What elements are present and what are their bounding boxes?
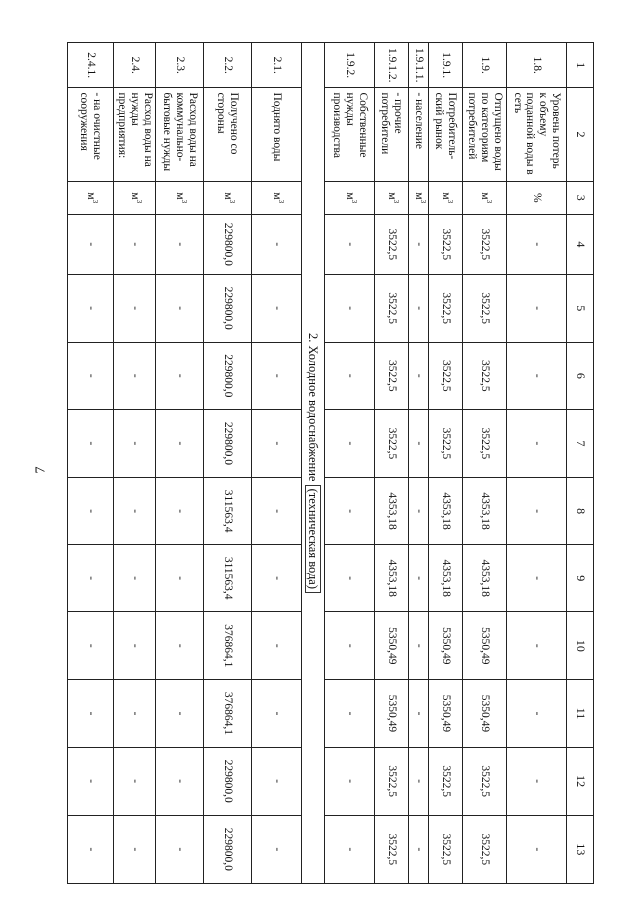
value-cell: -	[156, 747, 204, 815]
value-cell: -	[325, 747, 375, 815]
value-cell: -	[156, 409, 204, 477]
row-name: Поднято воды	[252, 88, 302, 181]
value-cell: -	[68, 680, 114, 747]
value-cell: 3522,5	[429, 274, 463, 342]
value-cell: -	[68, 815, 114, 883]
value-cell: 376864,1	[204, 612, 252, 680]
row-index: 1.9.	[463, 43, 507, 88]
value-cell: -	[325, 478, 375, 545]
value-cell: 3522,5	[375, 274, 409, 342]
value-cell: 229800,0	[204, 409, 252, 477]
row-index: 2.1.	[252, 43, 302, 88]
row-index: 1.8.	[507, 43, 567, 88]
header-cell: 4	[567, 215, 594, 275]
value-cell: -	[325, 612, 375, 680]
value-cell: 3522,5	[429, 342, 463, 409]
unit-cell	[252, 181, 302, 215]
value-cell: 5350,49	[375, 612, 409, 680]
value-cell: -	[114, 747, 156, 815]
header-cell: 11	[567, 680, 594, 747]
value-cell: 4353,18	[429, 545, 463, 612]
value-cell: -	[114, 815, 156, 883]
header-cell: 5	[567, 274, 594, 342]
unit-text: м	[412, 192, 425, 200]
row-name: Расход воды на нужды предприятия:	[114, 88, 156, 181]
value-cell: 3522,5	[463, 409, 507, 477]
value-cell: 229800,0	[204, 747, 252, 815]
value-cell: 4353,18	[375, 545, 409, 612]
unit-cell	[375, 181, 409, 215]
value-cell: -	[325, 545, 375, 612]
value-cell: -	[68, 215, 114, 275]
value-cell: -	[507, 409, 567, 477]
value-cell: 229800,0	[204, 274, 252, 342]
unit-text: м	[173, 192, 186, 200]
unit-cell	[156, 181, 204, 215]
value-cell: -	[325, 215, 375, 275]
unit-superscript: 3	[349, 199, 358, 204]
value-cell: -	[409, 409, 429, 477]
value-cell: -	[409, 747, 429, 815]
unit-cell	[325, 181, 375, 215]
header-cell: 10	[567, 612, 594, 680]
value-cell: -	[252, 747, 302, 815]
value-cell: -	[156, 478, 204, 545]
header-cell: 1	[567, 43, 594, 88]
row-name: Уровень потерь к объему поданной воды в сеть	[507, 88, 567, 181]
table-row	[409, 43, 429, 884]
section-number: 2.	[306, 332, 320, 343]
row-name: - население	[409, 88, 429, 181]
value-cell: -	[409, 545, 429, 612]
value-cell: 3522,5	[463, 747, 507, 815]
unit-cell	[114, 181, 156, 215]
value-cell: -	[325, 815, 375, 883]
value-cell: 5350,49	[463, 612, 507, 680]
value-cell: -	[156, 545, 204, 612]
value-cell: -	[409, 478, 429, 545]
water-balance-table	[67, 42, 594, 884]
row-index: 2.3.	[156, 43, 204, 88]
value-cell: 5350,49	[375, 680, 409, 747]
unit-superscript: 3	[391, 199, 400, 204]
row-index: 1.9.2.	[325, 43, 375, 88]
header-cell: 13	[567, 815, 594, 883]
value-cell: -	[252, 545, 302, 612]
row-name: Потребитель- ский рынок	[429, 88, 463, 181]
value-cell: -	[507, 274, 567, 342]
row-name: Отпущено воды по категориям потребителей	[463, 88, 507, 181]
value-cell: 3522,5	[375, 747, 409, 815]
header-cell: 3	[567, 181, 594, 215]
unit-superscript: 3	[90, 199, 99, 204]
row-name: - прочие потребители	[375, 88, 409, 181]
value-cell: 3522,5	[429, 409, 463, 477]
value-cell: -	[114, 274, 156, 342]
value-cell: -	[114, 478, 156, 545]
value-cell: 3522,5	[463, 274, 507, 342]
section-row	[302, 43, 325, 884]
unit-superscript: 3	[134, 199, 143, 204]
value-cell: -	[409, 612, 429, 680]
value-cell: -	[156, 612, 204, 680]
value-cell: -	[252, 815, 302, 883]
table-row	[114, 43, 156, 884]
unit-superscript: 3	[418, 199, 427, 204]
value-cell: -	[156, 342, 204, 409]
value-cell: -	[252, 478, 302, 545]
row-index: 2.4.	[114, 43, 156, 88]
value-cell: -	[325, 342, 375, 409]
value-cell: 376864,1	[204, 680, 252, 747]
value-cell: -	[156, 815, 204, 883]
row-index: 2.4.1.	[68, 43, 114, 88]
table-row	[156, 43, 204, 884]
value-cell: -	[325, 409, 375, 477]
value-cell: 3522,5	[375, 815, 409, 883]
row-name: - на очистные сооружения	[68, 88, 114, 181]
section-title: Холодное водоснабжение	[306, 345, 320, 482]
value-cell: -	[409, 815, 429, 883]
unit-text: м	[385, 192, 398, 200]
table-row	[463, 43, 507, 884]
value-cell: -	[409, 342, 429, 409]
value-cell: 3522,5	[375, 342, 409, 409]
value-cell: -	[68, 747, 114, 815]
value-cell: -	[114, 342, 156, 409]
value-cell: -	[68, 342, 114, 409]
value-cell: -	[68, 409, 114, 477]
value-cell: 229800,0	[204, 342, 252, 409]
value-cell: -	[156, 274, 204, 342]
header-cell: 2	[567, 88, 594, 181]
value-cell: -	[114, 545, 156, 612]
value-cell: 3522,5	[429, 215, 463, 275]
unit-text: м	[270, 192, 283, 200]
value-cell: 5350,49	[463, 680, 507, 747]
value-cell: -	[68, 612, 114, 680]
unit-cell	[507, 181, 567, 215]
value-cell: -	[156, 680, 204, 747]
unit-superscript: 3	[276, 199, 285, 204]
rotated-table-container	[78, 42, 594, 884]
unit-cell	[68, 181, 114, 215]
value-cell: 311563,4	[204, 545, 252, 612]
value-cell: -	[507, 747, 567, 815]
value-cell: 3522,5	[429, 815, 463, 883]
unit-superscript: 3	[445, 199, 454, 204]
value-cell: -	[252, 409, 302, 477]
value-cell: -	[325, 274, 375, 342]
unit-superscript: 3	[484, 199, 493, 204]
value-cell: -	[409, 274, 429, 342]
unit-cell	[409, 181, 429, 215]
value-cell: -	[507, 342, 567, 409]
row-index: 1.9.1.	[429, 43, 463, 88]
value-cell: -	[507, 478, 567, 545]
section-heading	[302, 43, 325, 884]
value-cell: -	[507, 215, 567, 275]
section-title-boxed: (техническая вода)	[305, 485, 321, 593]
row-index: 1.9.1.2.	[375, 43, 409, 88]
value-cell: -	[507, 612, 567, 680]
value-cell: -	[325, 680, 375, 747]
value-cell: 3522,5	[463, 342, 507, 409]
header-cell: 8	[567, 478, 594, 545]
value-cell: 3522,5	[463, 815, 507, 883]
value-cell: 3522,5	[375, 409, 409, 477]
value-cell: 4353,18	[463, 478, 507, 545]
unit-superscript: 3	[227, 199, 236, 204]
value-cell: 5350,49	[429, 612, 463, 680]
header-cell: 7	[567, 409, 594, 477]
row-name: Получено со стороны	[204, 88, 252, 181]
unit-text: м	[439, 192, 452, 200]
page-number: 7	[33, 466, 49, 474]
value-cell: 3522,5	[429, 747, 463, 815]
unit-cell	[463, 181, 507, 215]
header-cell: 9	[567, 545, 594, 612]
unit-text: м	[84, 192, 97, 200]
unit-cell	[429, 181, 463, 215]
table-row	[375, 43, 409, 884]
value-cell: 3522,5	[375, 215, 409, 275]
value-cell: 5350,49	[429, 680, 463, 747]
value-cell: -	[252, 680, 302, 747]
value-cell: -	[252, 274, 302, 342]
table-row	[325, 43, 375, 884]
value-cell: 4353,18	[375, 478, 409, 545]
table-row	[429, 43, 463, 884]
unit-cell	[204, 181, 252, 215]
value-cell: -	[252, 612, 302, 680]
value-cell: 229800,0	[204, 215, 252, 275]
value-cell: -	[507, 545, 567, 612]
header-cell: 6	[567, 342, 594, 409]
row-index: 1.9.1.1.	[409, 43, 429, 88]
value-cell: 4353,18	[463, 545, 507, 612]
unit-superscript: 3	[179, 199, 188, 204]
header-cell: 12	[567, 747, 594, 815]
value-cell: -	[114, 215, 156, 275]
table-row	[252, 43, 302, 884]
value-cell: -	[114, 612, 156, 680]
value-cell: 4353,18	[429, 478, 463, 545]
value-cell: 3522,5	[463, 215, 507, 275]
value-cell: -	[252, 215, 302, 275]
unit-text: м	[478, 192, 491, 200]
row-index: 2.2.	[204, 43, 252, 88]
value-cell: 311563,4	[204, 478, 252, 545]
value-cell: -	[114, 680, 156, 747]
unit-text: м	[221, 192, 234, 200]
value-cell: -	[252, 342, 302, 409]
value-cell: -	[156, 215, 204, 275]
row-name: Собственные нужды производства	[325, 88, 375, 181]
unit-text: м	[343, 192, 356, 200]
unit-text: м	[128, 192, 141, 200]
value-cell: 229800,0	[204, 815, 252, 883]
unit-text: %	[530, 193, 543, 203]
value-cell: -	[68, 478, 114, 545]
table-row	[204, 43, 252, 884]
value-cell: -	[68, 545, 114, 612]
header-row	[567, 43, 594, 884]
table-row	[507, 43, 567, 884]
value-cell: -	[68, 274, 114, 342]
value-cell: -	[409, 680, 429, 747]
table-row	[68, 43, 114, 884]
value-cell: -	[114, 409, 156, 477]
value-cell: -	[409, 215, 429, 275]
value-cell: -	[507, 815, 567, 883]
value-cell: -	[507, 680, 567, 747]
row-name: Расход воды на коммунально-бытовые нужды	[156, 88, 204, 181]
